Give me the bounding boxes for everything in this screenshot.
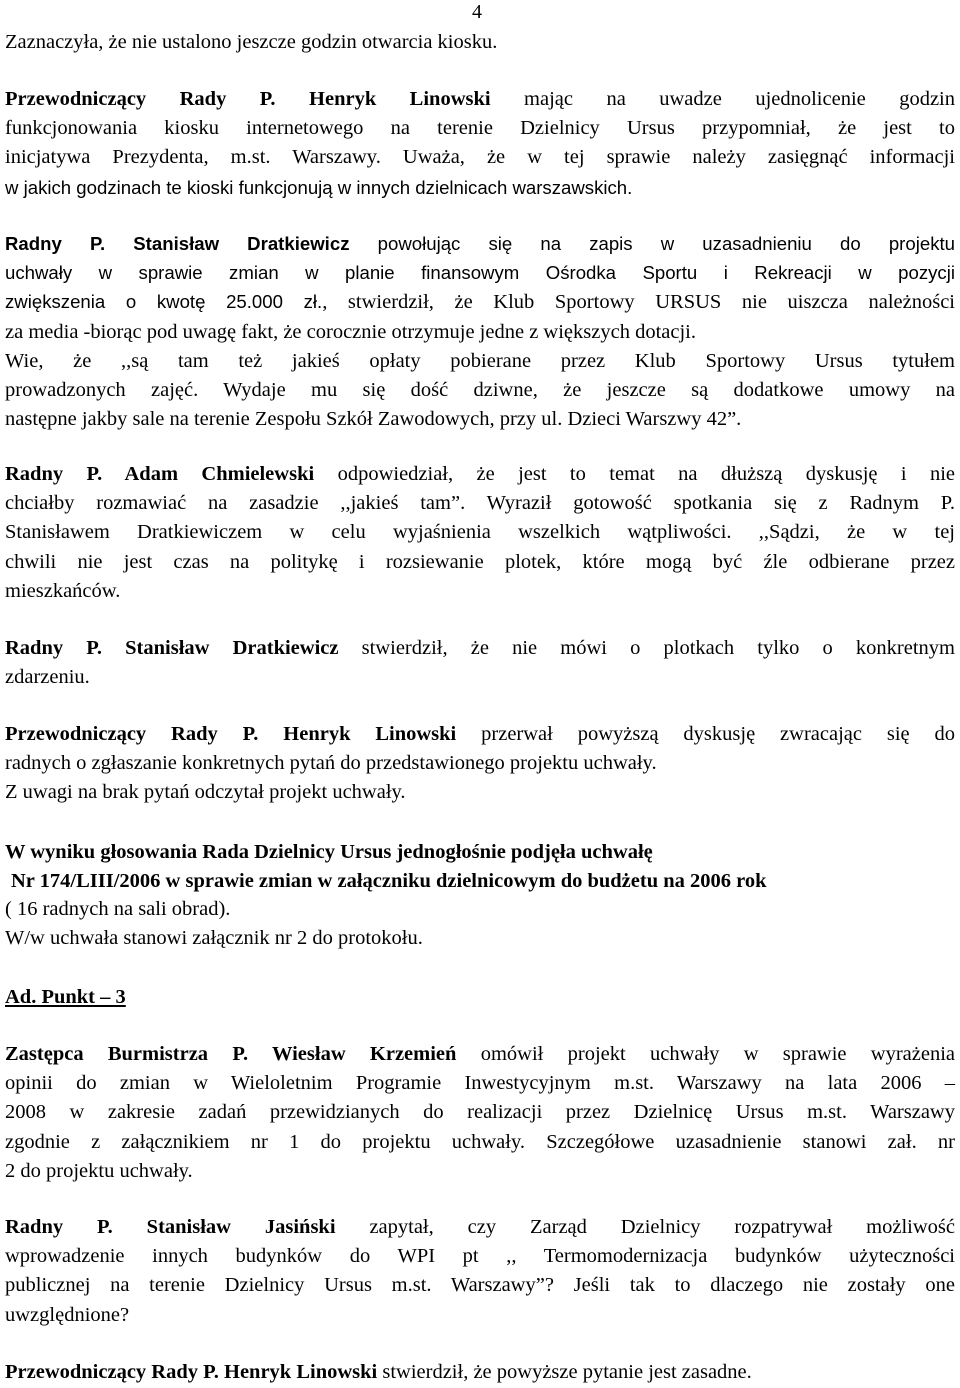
paragraph-linowski-final: Przewodniczący Rady P. Henryk Linowski stwierdził, że powyższe pytanie jest zasadne.	[5, 1361, 752, 1383]
speaker-name: Radny P. Adam Chmielewski	[5, 463, 315, 485]
paragraph-linowski-interrupt: Przewodniczący Rady P. Henryk Linowski przerwał powyższą dyskusję zwracając się do radnych o zgłaszanie konkretnych pytań do przedstawionego projektu uchwały. Z uwagi na brak pytań odczytał projekt uchwały.	[5, 723, 956, 804]
speaker-name: Radny P. Stanisław Dratkiewicz	[5, 637, 339, 659]
paragraph-kiosk-hours: Zaznaczyła, że nie ustalono jeszcze godzin otwarcia kiosku.	[5, 31, 498, 53]
paragraph-vote-result: W wyniku głosowania Rada Dzielnicy Ursus jednogłośnie podjęła uchwałę Nr 174/LIII/2006 w sprawie zmian w załączniku dzielnicowym do budżetu na 2006 rok ( 16 radnych na sali obrad). W/w uchwała stanowi załącznik nr 2 do protokołu.	[5, 838, 955, 953]
section-heading	[5, 983, 955, 1012]
paragraph-dratkiewicz-reply: Radny P. Stanisław Dratkiewicz stwierdził, że nie mówi o plotkach tylko o konkretnym zdarzeniu.	[5, 637, 955, 689]
paragraph-dratkiewicz-sport: Radny P. Stanisław Dratkiewicz powołując się na zapis w uzasadnieniu do projektu uchwały w sprawie zmian w planie finansowym Ośrodka Sportu i Rekreacji w pozycji zwiększenia o kwotę 25.000 zł., stwierdził, że Klub Sportowy URSUS nie uiszcza należności za media -biorąc pod uwagę fakt, że corocznie otrzymuje jedne z większych dotacji. Wie, że ,,są tam też jakieś opłaty pobierane przez Klub Sportowy Ursus tytułem prowadzonych zajęć. Wydaje mu się dość dziwne, że jeszcze są dodatkowe umowy na następne jakby sale na terenie Zespołu Szkół Zawodowych, przy ul. Dzieci Warszwy 42”.	[5, 233, 955, 431]
speaker-name: Radny P. Stanisław Dratkiewicz	[5, 233, 350, 254]
speaker-name: Radny P. Stanisław Jasiński	[5, 1216, 336, 1238]
speaker-name: Przewodniczący Rady P. Henryk Linowski	[5, 1361, 378, 1383]
paragraph-krzemien: Zastępca Burmistrza P. Wiesław Krzemień omówił projekt uchwały w sprawie wyrażenia opinii do zmian w Wieloletnim Programie Inwestycyjnym m.st. Warszawy na lata 2006 – 2008 w zakresie zadań przewidzianych do realizacji przez Dzielnicę Ursus m.st. Warszawy zgodnie z załącznikiem nr 1 do projektu uchwały. Szczegółowe uzasadnienie stanowi zał. nr 2 do projektu uchwały.	[5, 1043, 956, 1182]
paragraph-jasinski: Radny P. Stanisław Jasiński zapytał, czy Zarząd Dzielnicy rozpatrywał możliwość wprowadzenie innych budynków do WPI pt ,, Termomodernizacja budynków użyteczności publicznej na terenie Dzielnicy Ursus m.st. Warszawy”? Jeśli tak to dlaczego nie zostały one uwzględnione?	[5, 1216, 955, 1326]
speaker-name: Przewodniczący Rady P. Henryk Linowski	[5, 723, 457, 745]
speaker-name: Przewodniczący Rady P. Henryk Linowski	[5, 88, 491, 110]
vote-result-heading: W wyniku głosowania Rada Dzielnicy Ursus jednogłośnie podjęła uchwałę	[5, 841, 653, 863]
paragraph-linowski-kiosk: Przewodniczący Rady P. Henryk Linowski mając na uwadze ujednolicenie godzin funkcjonowania kiosku internetowego na terenie Dzielnicy Ursus przypomniał, że jest to inicjatywa Prezydenta, m.st. Warszawy. Uważa, że w tej sprawie należy zasięgnąć informacji w jakich godzinach te kioski funkcjonują w innych dzielnicach warszawskich.	[5, 88, 955, 198]
speaker-name: Zastępca Burmistrza P. Wiesław Krzemień	[5, 1043, 457, 1065]
paragraph-chmielewski: Radny P. Adam Chmielewski odpowiedział, że jest to temat na dłuższą dyskusję i nie chciałby rozmawiać na zasadzie ,,jakieś tam”. Wyraził gotowość spotkania się z Radnym P. Stanisławem Dratkiewiczem w celu wyjaśnienia wszelkich wątpliwości. ,,Sądzi, że w tej chwili nie jest czas na politykę i rozsiewanie plotek, które mogą być źle odbierane przez mieszkańców.	[5, 463, 955, 602]
resolution-number: Nr 174/LIII/2006 w sprawie zmian w załączniku dzielnicowym do budżetu na 2006 rok	[11, 870, 767, 893]
agenda-point-heading: Ad. Punkt – 3	[5, 986, 126, 1008]
page-number: 4	[472, 1, 482, 23]
